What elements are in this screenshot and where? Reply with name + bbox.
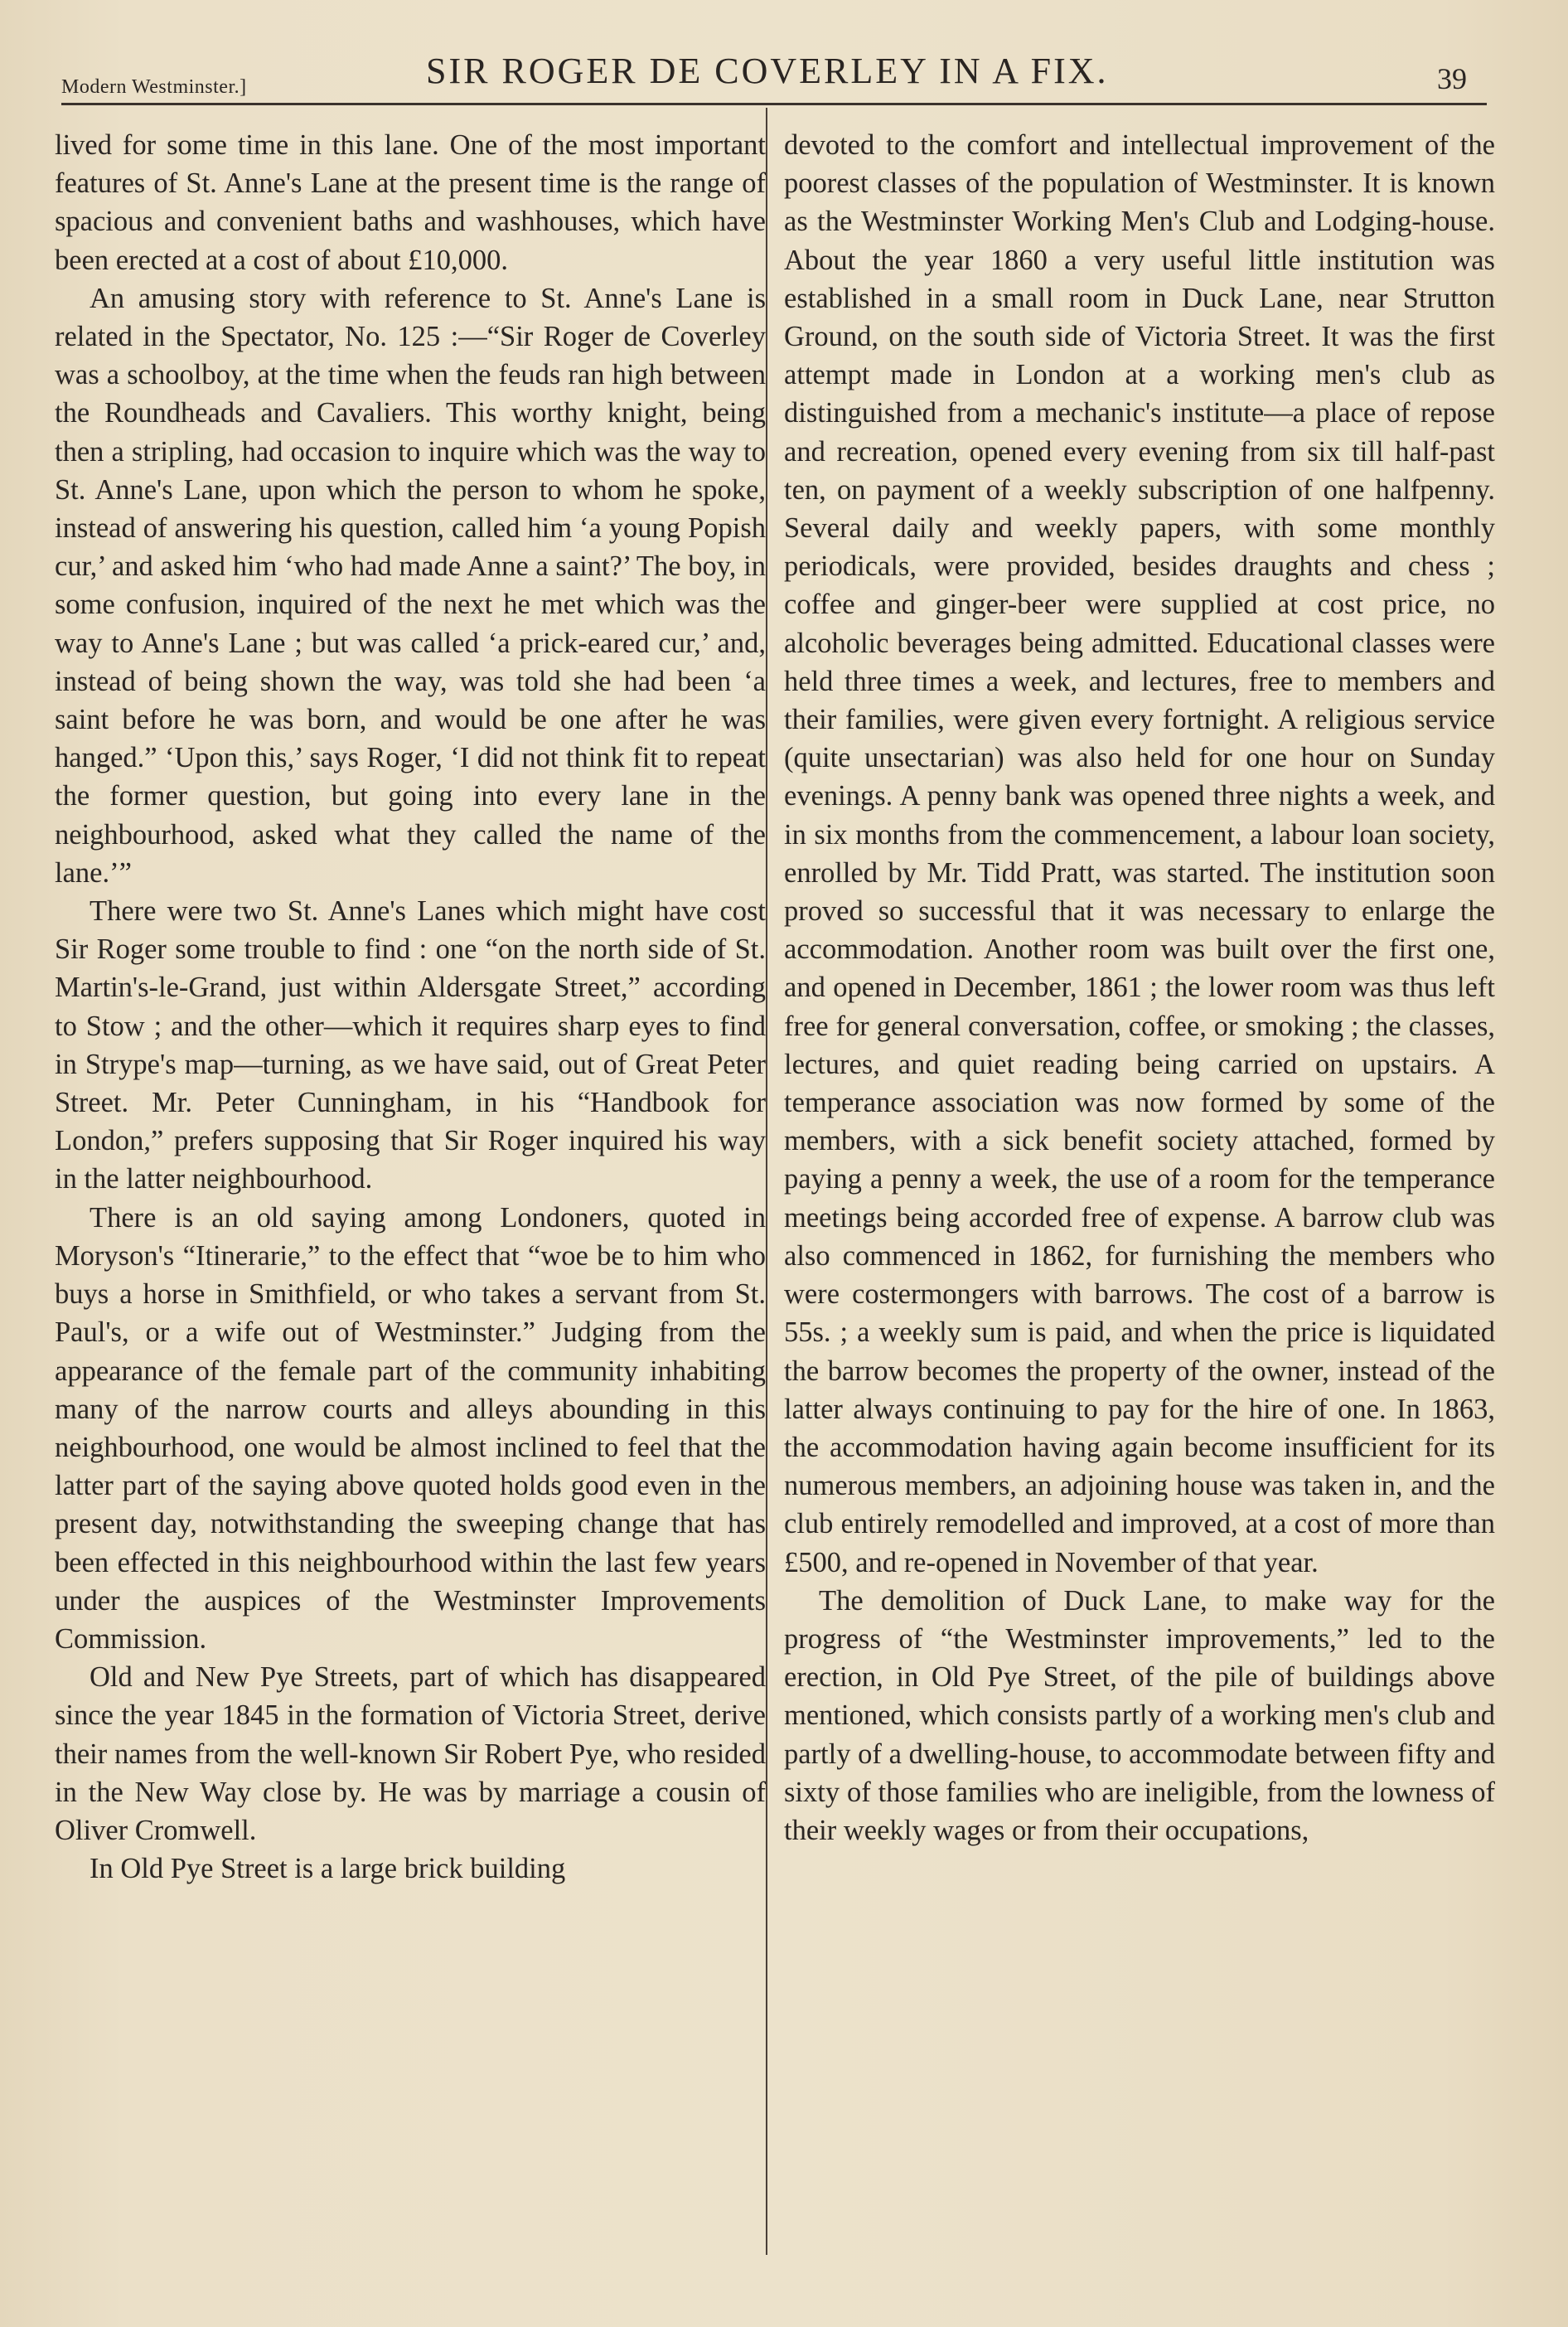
paragraph: The demolition of Duck Lane, to make way for the progress of “the Westminster improvements,” led to the erection, in Old Pye Street, of the pile of buildings above mentioned, which consists partly of a working men's club and partly of a dwelling-house, to accommodate between fifty and sixty of those families who are ineligible, from the lowness of their weekly wages or from their occupations,	[784, 1584, 1495, 1846]
column-divider	[766, 108, 767, 2255]
paragraph: In Old Pye Street is a large brick building	[90, 1853, 566, 1885]
running-head	[61, 43, 1487, 109]
paragraph: There is an old saying among Londoners, quoted in Moryson's “Itinerarie,” to the effect that “woe be to him who buys a horse in Smithfield, or who takes a servant from St. Paul's, or a wife out of Westminster.” Judging from the appearance of the female part of the community inhabiting many of the narrow courts and alleys abounding in this neighbourhood, one would be almost inclined to feel that the latter part of the saying above quoted holds good even in the present day, notwithstanding the sweeping change that has been effected in this neighbourhood within the last few years under the auspices of the Westminster Improvements Commission.	[55, 1201, 766, 1655]
paragraph: lived for some time in this lane. One of the most important features of St. Anne's Lane at the present time is the range of spacious and convenient baths and washhouses, which have been erected at a cost of about £10,000.	[55, 129, 766, 276]
page-number: 39	[1437, 62, 1467, 95]
left-column	[55, 126, 766, 1888]
header-rule	[61, 103, 1487, 105]
paragraph: Old and New Pye Streets, part of which has disappeared since the year 1845 in the formation of Victoria Street, derive their names from the well-known Sir Robert Pye, who resided in the New Way close by. He was by marriage a cousin of Oliver Cromwell.	[55, 1661, 766, 1846]
section-label: Modern Westminster.]	[61, 76, 247, 98]
right-column	[784, 126, 1495, 1849]
page-title: SIR ROGER DE COVERLEY IN A FIX.	[426, 51, 1109, 91]
paragraph: There were two St. Anne's Lanes which might have cost Sir Roger some trouble to find : one “on the north side of St. Martin's-le-Grand, just within Aldersgate Street,” according to Stow ; and the other—which it requires sharp eyes to find in Strype's map—turning, as we have said, out of Great Peter Street. Mr. Peter Cunningham, in his “Handbook for London,” prefers supposing that Sir Roger inquired his way in the latter neighbourhood.	[55, 895, 766, 1195]
paragraph: devoted to the comfort and intellectual improvement of the poorest classes of the population of Westminster. It is known as the Westminster Working Men's Club and Lodging-house. About the year 1860 a very useful little institution was established in a small room in Duck Lane, near Strutton Ground, on the south side of Victoria Street. It was the first attempt made in London at a working men's club as distinguished from a mechanic's institute—a place of repose and recreation, opened every evening from six till half-past ten, on payment of a weekly subscription of one halfpenny. Several daily and weekly papers, with some monthly periodicals, were provided, besides draughts and chess ; coffee and ginger-beer were supplied at cost price, no alcoholic beverages being admitted. Educational classes were held three times a week, and lectures, free to members and their families, were given every fortnight. A religious service (quite unsectarian) was also held for one hour on Sunday evenings. A penny bank was opened three nights a week, and in six months from the commencement, a labour loan society, enrolled by Mr. Tidd Pratt, was started. The institution soon proved so successful that it was necessary to enlarge the accommodation. Another room was built over the first one, and opened in December, 1861 ; the lower room was thus left free for general conversation, coffee, or smoking ; the classes, lectures, and quiet reading being carried on upstairs. A temperance association was now formed by some of the members, with a sick benefit society attached, formed by paying a penny a week, the use of a room for the temperance meetings being accorded free of expense. A barrow club was also commenced in 1862, for furnishing the members who were costermongers with barrows. The cost of a barrow is 55s. ; a weekly sum is paid, and when the price is liquidated the barrow becomes the property of the owner, instead of the latter always continuing to pay for the hire of one. In 1863, the accommodation having again become insufficient for its numerous members, an adjoining house was taken in, and the club entirely remodelled and improved, at a cost of more than £500, and re-opened in November of that year.	[784, 129, 1495, 1578]
paragraph: An amusing story with reference to St. Anne's Lane is related in the Spectator, No. 125 :—“Sir Roger de Coverley was a schoolboy, at the time when the feuds ran high between the Roundheads and Cavaliers. This worthy knight, being then a stripling, had occasion to inquire which was the way to St. Anne's Lane, upon which the person to whom he spoke, instead of answering his question, called him ‘a young Popish cur,’ and asked him ‘who had made Anne a saint?’ The boy, in some confusion, inquired of the next he met which was the way to Anne's Lane ; but was called ‘a prick-eared cur,’ and, instead of being shown the way, was told she had been ‘a saint before he was born, and would be one after he was hanged.” ‘Upon this,’ says Roger, ‘I did not think fit to repeat the former question, but going into every lane in the neighbourhood, asked what they called the name of the lane.’”	[55, 282, 766, 889]
